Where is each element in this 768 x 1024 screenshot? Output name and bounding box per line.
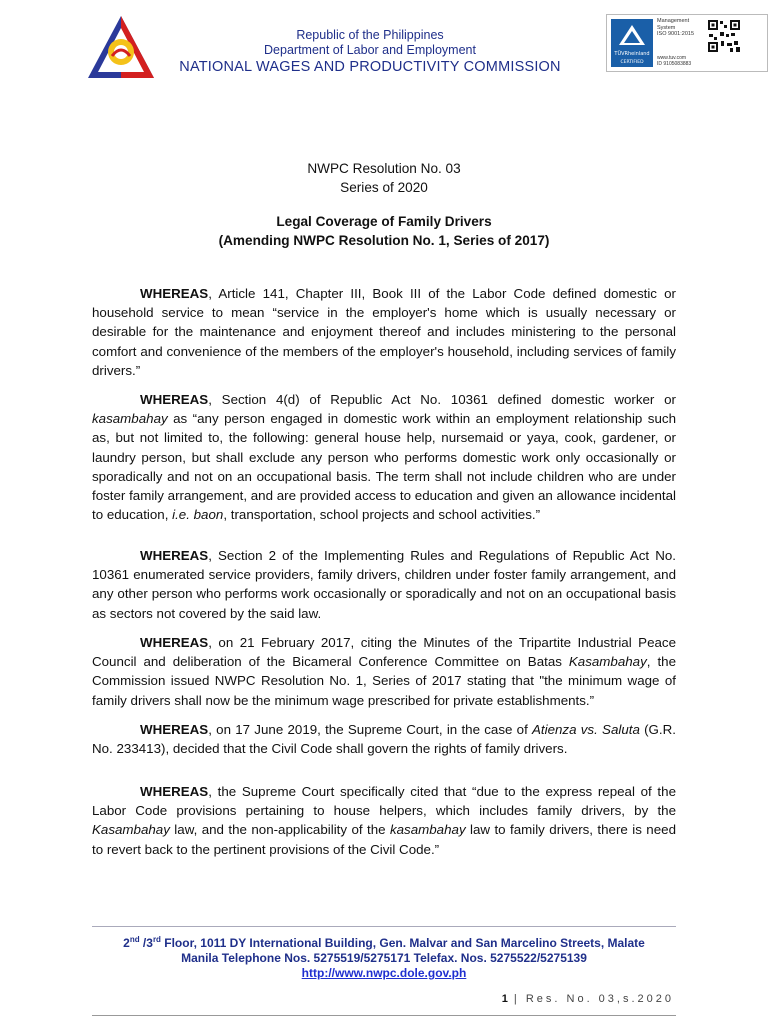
tuv-certified-icon xyxy=(611,19,653,67)
paragraph-text: , the Supreme Court specifically cited that “due to the express repeal of the Labor Code provisions pertaining to house helpers, which includes family drivers, by the xyxy=(92,784,676,819)
cert-line-4: www.tuv.com xyxy=(657,55,687,61)
resolution-series: Series of 2020 xyxy=(340,180,428,195)
paragraph-text: , Section 2 of the Implementing Rules and Regulations of Republic Act No. 10361 enumerated service providers, family drivers, children under foster family arrangement, and any other person who performs work occasionally or sporadically and not on an occupational basis as sectors not covered by the said law. xyxy=(92,548,676,621)
whereas-paragraph-6 xyxy=(92,782,676,859)
dole-logo xyxy=(86,14,156,80)
paragraph-text: (G.R. No. 233413), decided that the Civil Code shall govern the rights of family drivers. xyxy=(92,722,676,757)
footer-phones: Manila Telephone Nos. 5275519/5275171 Telefax. Nos. 5275522/5275139 xyxy=(181,951,587,965)
paragraph-italic: Kasambahay xyxy=(92,822,170,838)
cert-line-5: ID 9105083883 xyxy=(657,61,692,67)
whereas-lead: WHEREAS xyxy=(140,548,209,563)
whereas-lead: WHEREAS xyxy=(140,784,209,799)
whereas-lead: WHEREAS xyxy=(140,722,209,737)
cert-info-bottom xyxy=(657,55,691,67)
paragraph-text: , transportation, school projects and school activities.” xyxy=(223,507,541,523)
qr-code-icon xyxy=(707,19,741,53)
cert-line-3: ISO 9001:2015 xyxy=(657,31,695,37)
page-bottom-divider xyxy=(92,1015,676,1016)
paragraph-italic: kasambahay xyxy=(92,411,168,427)
paragraph-italic: Atienza vs. Saluta xyxy=(532,722,640,737)
agency-header xyxy=(160,28,580,77)
iso-certification-badge xyxy=(606,14,768,72)
whereas-paragraph-5 xyxy=(92,720,676,758)
footer-divider xyxy=(92,926,676,927)
page-separator: | xyxy=(507,993,526,1005)
whereas-paragraph-1 xyxy=(92,284,676,380)
whereas-paragraph-3 xyxy=(92,546,676,623)
paragraph-text: , the Commission issued NWPC Resolution No. 1, Series of 2017 stating that "the minimum wage of family drivers shall now be the minimum wage prescribed for private establishments.” xyxy=(92,654,677,708)
paragraph-text: law, and the non-applicability of the xyxy=(169,822,390,838)
website-link[interactable]: http://www.nwpc.dole.gov.ph xyxy=(301,966,467,980)
paragraph-text: , on 17 June 2019, the Supreme Court, in the case of xyxy=(208,722,533,737)
paragraph-italic: kasambahay xyxy=(389,822,466,838)
whereas-paragraph-2 xyxy=(92,390,676,524)
resolution-number: NWPC Resolution No. 03 xyxy=(307,161,461,176)
department-line: Department of Labor and Employment xyxy=(264,43,476,57)
whereas-paragraph-4 xyxy=(92,633,676,710)
footer-address xyxy=(0,935,768,950)
floor-number: 2 xyxy=(123,936,130,950)
whereas-lead: WHEREAS xyxy=(140,635,209,650)
floor-suffix: nd xyxy=(129,935,140,944)
page-number: 1 xyxy=(501,993,508,1005)
paragraph-text: , on 21 February 2017, citing the Minutes of the Tripartite Industrial Peace Council and deliberation of the Bicameral Conference Committee on Batas xyxy=(92,635,676,670)
page-reference: Res. No. 03,s.2020 xyxy=(525,993,674,1005)
cert-badge-text: TÜVRheinland xyxy=(614,51,650,57)
whereas-lead: WHEREAS xyxy=(140,392,209,407)
floor-suffix-2: rd xyxy=(152,935,161,944)
address-text: Floor, 1011 DY International Building, Gen. Malvar and San Marcelino Streets, Malate xyxy=(160,936,645,950)
cert-line-1: Management xyxy=(657,18,690,24)
paragraph-italic: i.e. baon xyxy=(172,507,224,523)
whereas-lead: WHEREAS xyxy=(140,286,209,301)
republic-line: Republic of the Philippines xyxy=(296,28,444,42)
resolution-subject: Legal Coverage of Family Drivers xyxy=(276,214,492,229)
paragraph-text: law to family drivers, there is need to revert back to the pertinent provisions of the Civil Code.” xyxy=(92,822,676,857)
cert-line-2: System xyxy=(657,24,676,31)
cert-badge-text-2: CERTIFIED xyxy=(620,60,644,65)
commission-line: NATIONAL WAGES AND PRODUCTIVITY COMMISSION xyxy=(179,59,561,75)
cert-info xyxy=(657,18,694,38)
paragraph-text: , Section 4(d) of Republic Act No. 10361 defined domestic worker or xyxy=(208,392,676,407)
footer-website-line xyxy=(0,966,768,980)
paragraph-text: as “any person engaged in domestic work within an employment relationship such as, but not limited to, the following: general house help, nursemaid or yaya, cook, gardener, or laundry person, but shall exclude any person who performs domestic work only occasionally or sporadically and not on an occupational basis. The term shall not include children who are under foster family arrangement, and are provided access to education and given an allowance incidental to education, xyxy=(92,411,676,523)
page-number-footer xyxy=(502,993,674,1005)
paragraph-text: , Article 141, Chapter III, Book III of the Labor Code defined domestic or household service to mean “service in the employer's home which is usually necessary or desirable for the maintenance and enjoyment thereof and includes ministering to the personal comfort and convenience of the members of the employer's household, including services of family drivers.” xyxy=(92,286,676,378)
paragraph-italic: Kasambahay xyxy=(568,654,647,670)
resolution-amending: (Amending NWPC Resolution No. 1, Series of 2017) xyxy=(218,233,550,248)
floor-number-2: /3 xyxy=(139,936,153,950)
